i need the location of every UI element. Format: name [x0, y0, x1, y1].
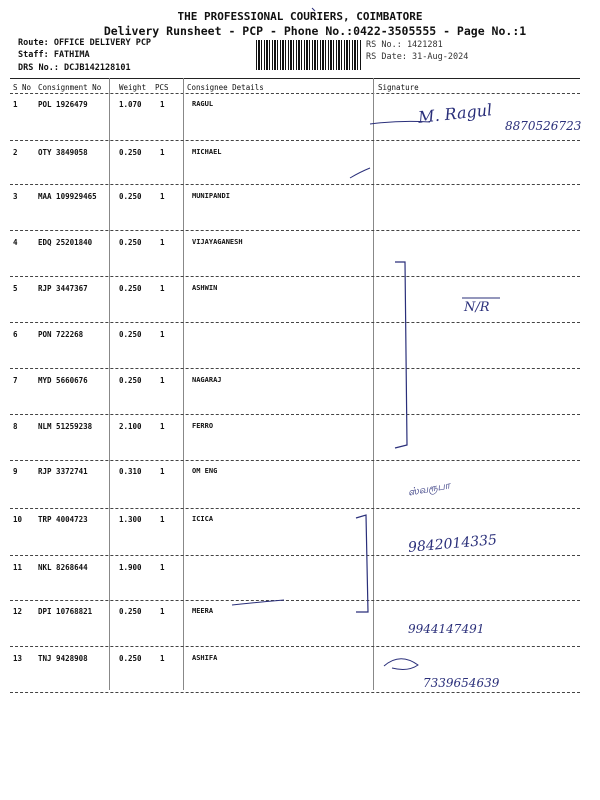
- row-sno: 2: [13, 148, 18, 157]
- row-weight: 0.310: [119, 467, 142, 476]
- row-weight: 0.250: [119, 192, 142, 201]
- row-weight: 1.900: [119, 563, 142, 572]
- row-weight: 0.250: [119, 330, 142, 339]
- row-sno: 12: [13, 607, 23, 616]
- row-weight: 1.070: [119, 100, 142, 109]
- row-pcs: 1: [160, 238, 165, 247]
- row-pcs: 1: [160, 284, 165, 293]
- col-consignment: Consignment No: [38, 83, 102, 92]
- row-weight: 0.250: [119, 148, 142, 157]
- bracket-mark: [356, 515, 368, 612]
- row-pcs: 1: [160, 100, 165, 109]
- row-weight: 0.250: [119, 238, 142, 247]
- rs-number: RS No.: 1421281: [366, 40, 443, 50]
- row-pcs: 1: [160, 376, 165, 385]
- row-consignee: ASHWIN: [192, 284, 218, 292]
- row-consignment: PON 722268: [38, 330, 84, 339]
- col-consignee: Consignee Details: [187, 83, 264, 92]
- row-pcs: 1: [160, 607, 165, 616]
- row-weight: 0.250: [119, 284, 142, 293]
- handwritten-tamil-signature: ஸ்வரூபா: [407, 480, 451, 499]
- handwritten-phone: 9842014335: [407, 532, 498, 556]
- bracket-mark: [395, 262, 407, 448]
- runsheet-subtitle: Delivery Runsheet - PCP - Phone No.:0422-3505555 - Page No.:1: [103, 24, 527, 38]
- row-sno: 10: [13, 515, 23, 524]
- row-pcs: 1: [160, 330, 165, 339]
- row-consignment: MYD 5660676: [38, 376, 88, 385]
- row-pcs: 1: [160, 515, 165, 524]
- row-consignment: NLM 51259238: [38, 422, 93, 431]
- row-sno: 9: [13, 467, 18, 476]
- staff-label: Staff: FATHIMA: [18, 50, 90, 60]
- row-weight: 0.250: [119, 607, 142, 616]
- row-pcs: 1: [160, 422, 165, 431]
- row-sno: 6: [13, 330, 18, 339]
- row-sno: 3: [13, 192, 18, 201]
- row-consignee: NAGARAJ: [192, 376, 222, 384]
- row-consignment: RJP 3372741: [38, 467, 88, 476]
- row-pcs: 1: [160, 467, 165, 476]
- signature-stroke: [384, 659, 418, 670]
- row-pcs: 1: [160, 192, 165, 201]
- handwritten-signature: M. Ragul: [417, 100, 493, 127]
- company-title: THE PROFESSIONAL COURIERS, COIMBATORE: [177, 10, 423, 23]
- row-sno: 8: [13, 422, 18, 431]
- row-consignment: TRP 4004723: [38, 515, 88, 524]
- row-consignee: ICICA: [192, 515, 214, 523]
- row-consignee: RAGUL: [192, 100, 214, 108]
- row-sno: 5: [13, 284, 18, 293]
- row-pcs: 1: [160, 563, 165, 572]
- rs-date: RS Date: 31-Aug-2024: [366, 52, 469, 62]
- row-consignee: FERRO: [192, 422, 214, 430]
- col-pcs: PCS: [155, 83, 169, 92]
- col-signature: Signature: [378, 83, 419, 92]
- handwritten-phone: 9944147491: [408, 622, 485, 636]
- row-weight: 2.100: [119, 422, 142, 431]
- row-pcs: 1: [160, 654, 165, 663]
- row-weight: 1.300: [119, 515, 142, 524]
- row-consignment: POL 1926479: [38, 100, 88, 109]
- row-consignment: OTY 3849058: [38, 148, 88, 157]
- row-consignment: EDQ 25201840: [38, 238, 93, 247]
- signature-stroke: [350, 168, 370, 178]
- handwritten-phone: 8870526723: [505, 119, 582, 133]
- row-sno: 13: [13, 654, 23, 663]
- col-weight: Weight: [119, 83, 147, 92]
- tick-mark: [312, 8, 315, 11]
- row-consignee: MICHAEL: [192, 148, 222, 156]
- row-consignee: VIJAYAGANESH: [192, 238, 243, 246]
- row-sno: 11: [13, 563, 23, 572]
- row-sno: 4: [13, 238, 18, 247]
- row-consignee: MUNIPANDI: [192, 192, 230, 200]
- row-sno: 1: [13, 100, 18, 109]
- handwritten-nr: N/R: [464, 300, 490, 315]
- row-consignee: OM ENG: [192, 467, 218, 475]
- row-consignment: DPI 10768821: [38, 607, 93, 616]
- row-consignment: NKL 8268644: [38, 563, 88, 572]
- row-consignment: RJP 3447367: [38, 284, 88, 293]
- row-pcs: 1: [160, 148, 165, 157]
- row-sno: 7: [13, 376, 18, 385]
- route-label: Route: OFFICE DELIVERY PCP: [18, 38, 152, 48]
- row-weight: 0.250: [119, 654, 142, 663]
- row-consignment: TNJ 9428908: [38, 654, 88, 663]
- row-consignee: MEERA: [192, 607, 214, 615]
- col-sno: S No: [13, 83, 32, 92]
- row-consignee: ASHIFA: [192, 654, 218, 662]
- drs-number: DRS No.: DCJB142128101: [18, 63, 131, 73]
- handwritten-phone: 7339654639: [423, 676, 500, 690]
- signature-stroke: [232, 600, 284, 605]
- row-consignment: MAA 109929465: [38, 192, 97, 201]
- row-weight: 0.250: [119, 376, 142, 385]
